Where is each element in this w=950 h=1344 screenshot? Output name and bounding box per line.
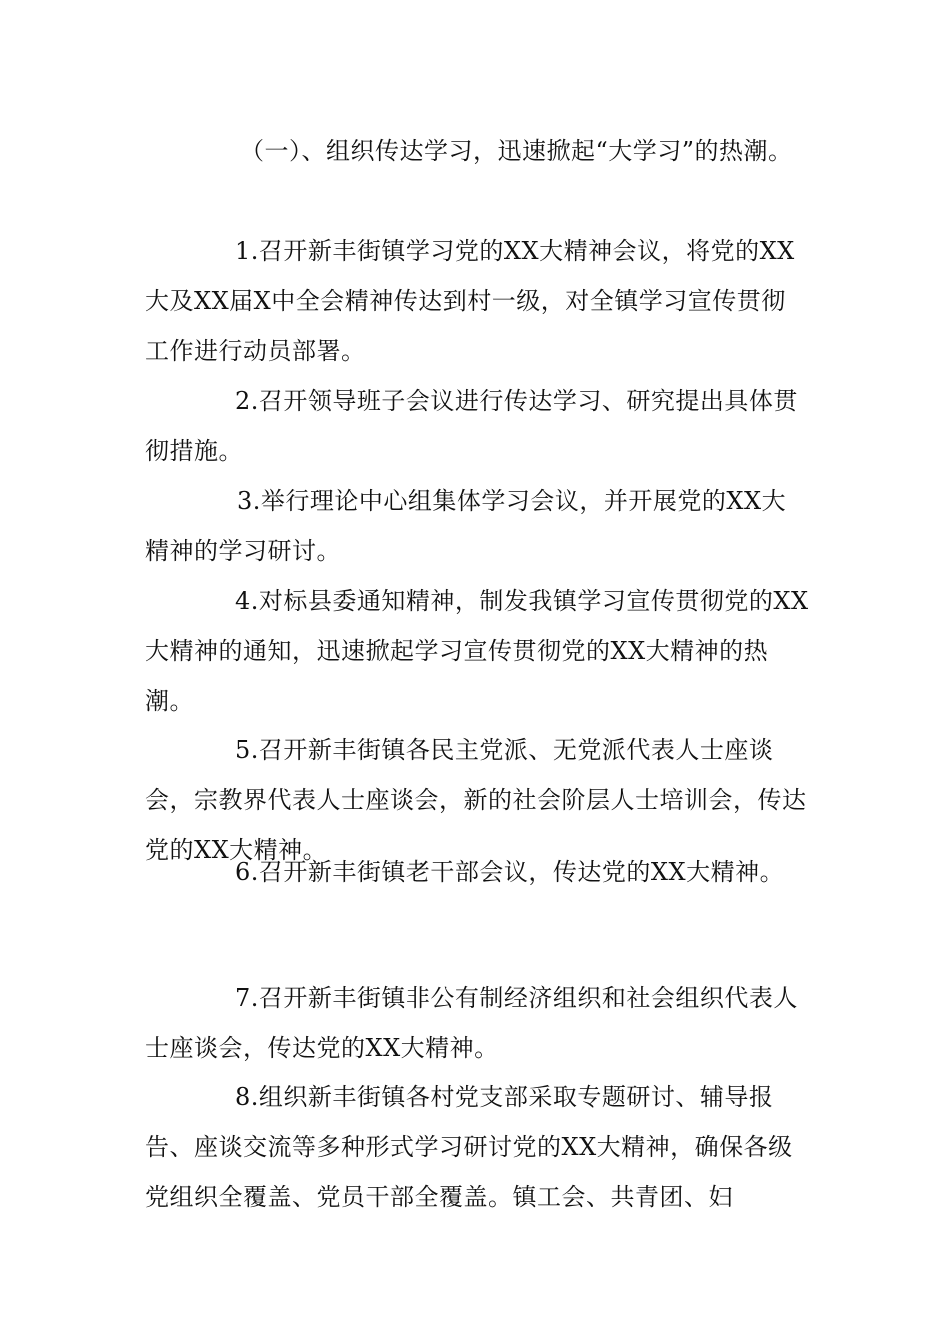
list-item-1: 1.召开新丰街镇学习党的XX大精神会议，将党的XX大及XX届X中全会精神传达到村一级，对全镇学习宣传贯彻工作进行动员部署。 — [145, 237, 795, 365]
list-item-3: 3.举行理论中心组集体学习会议，并开展党的XX大精神的学习研讨。 — [145, 487, 787, 565]
list-item-2: 2.召开领导班子会议进行传达学习、研究提出具体贯彻措施。 — [145, 387, 798, 465]
list-item-8: 8.组织新丰街镇各村党支部采取专题研讨、辅导报告、座谈交流等多种形式学习研讨党的XX大精神，确保各级党组织全覆盖、党员干部全覆盖。镇工会、共青团、妇 — [145, 1083, 793, 1211]
list-item-6: 6.召开新丰街镇老干部会议，传达党的XX大精神。 — [235, 858, 785, 886]
section-heading: （一）、组织传达学习，迅速掀起“大学习”的热潮。 — [240, 137, 793, 165]
list-item-5: 5.召开新丰街镇各民主党派、无党派代表人士座谈会，宗教界代表人士座谈会，新的社会阶层人士培训会，传达党的XX大精神。 — [145, 736, 807, 864]
list-item-4: 4.对标县委通知精神，制发我镇学习宣传贯彻党的XX大精神的通知，迅速掀起学习宣传贯彻党的XX大精神的热潮。 — [145, 587, 809, 715]
list-item-7: 7.召开新丰街镇非公有制经济组织和社会组织代表人士座谈会，传达党的XX大精神。 — [145, 984, 798, 1062]
